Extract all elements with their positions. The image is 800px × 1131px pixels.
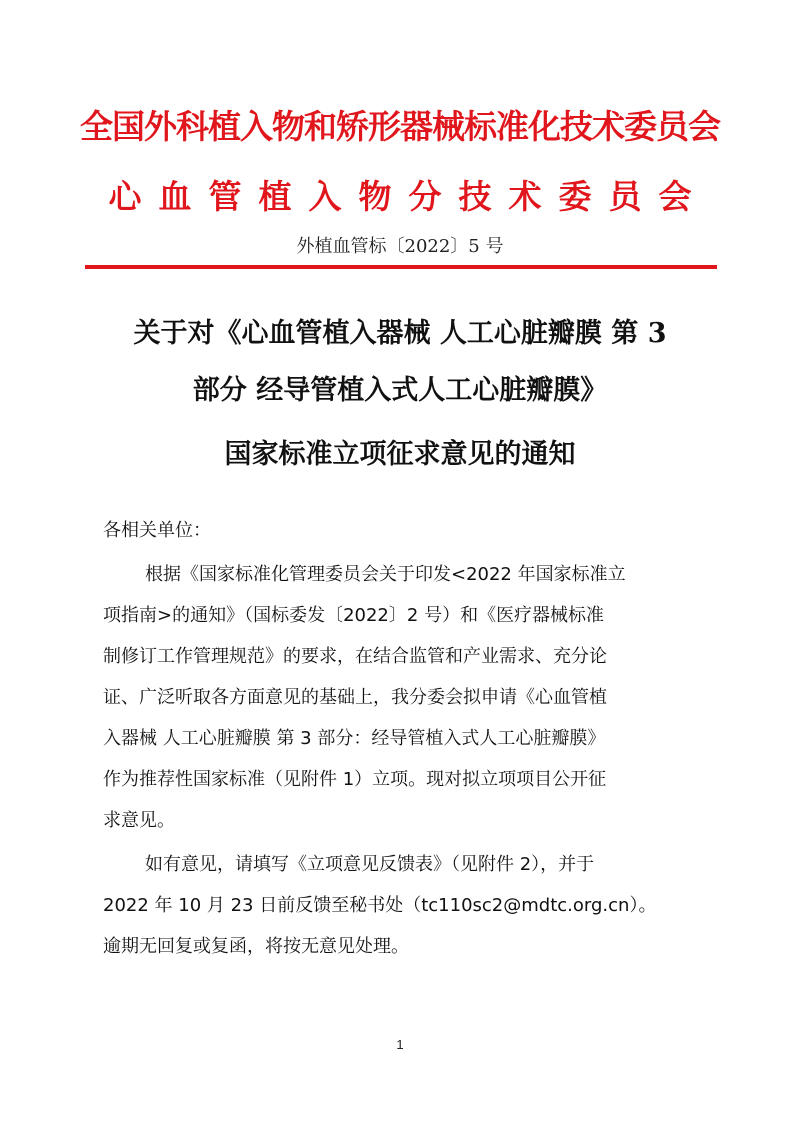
org-name-line-1: 全国外科植入物和矫形器械标准化技术委员会 [80,107,720,146]
notice-title-line-2: 部分 经导管植入式人工心脏瓣膜》 [192,375,608,406]
paragraph-1-line: 作为推荐性国家标准（见附件 1）立项。现对拟立项项目公开征 [103,769,607,790]
paragraph-1-line: 证、广泛听取各方面意见的基础上，我分委会拟申请《心血管植 [103,687,607,708]
notice-title-line-3: 国家标准立项征求意见的通知 [224,439,576,470]
paragraph-1-line: 入器械 人工心脏瓣膜 第 3 部分：经导管植入式人工心脏瓣膜》 [103,728,606,749]
paragraph-2-line: 2022 年 10 月 23 日前反馈至秘书处（tc110sc2@mdtc.org.cn）。 [103,895,657,916]
page-number: 1 [396,1037,404,1052]
document-number: 外植血管标〔2022〕5 号 [296,236,504,257]
salutation: 各相关单位： [103,520,211,541]
paragraph-2-line: 如有意见，请填写《立项意见反馈表》（见附件 2），并于 [145,854,595,875]
paragraph-2-line: 逾期无回复或复函，将按无意见处理。 [103,936,409,957]
notice-title-line-1: 关于对《心血管植入器械 人工心脏瓣膜 第 3 [133,318,667,349]
red-divider-rule [85,265,717,269]
paragraph-1-line: 根据《国家标准化管理委员会关于印发<2022 年国家标准立 [145,564,626,585]
paragraph-1-line: 求意见。 [103,810,175,831]
org-name-line-2: 心血管植入物分技术委员会 [108,177,709,216]
paragraph-1-line: 项指南>的通知》（国标委发〔2022〕2 号）和《医疗器械标准 [103,605,605,626]
paragraph-1-line: 制修订工作管理规范》的要求，在结合监管和产业需求、充分论 [103,646,607,667]
